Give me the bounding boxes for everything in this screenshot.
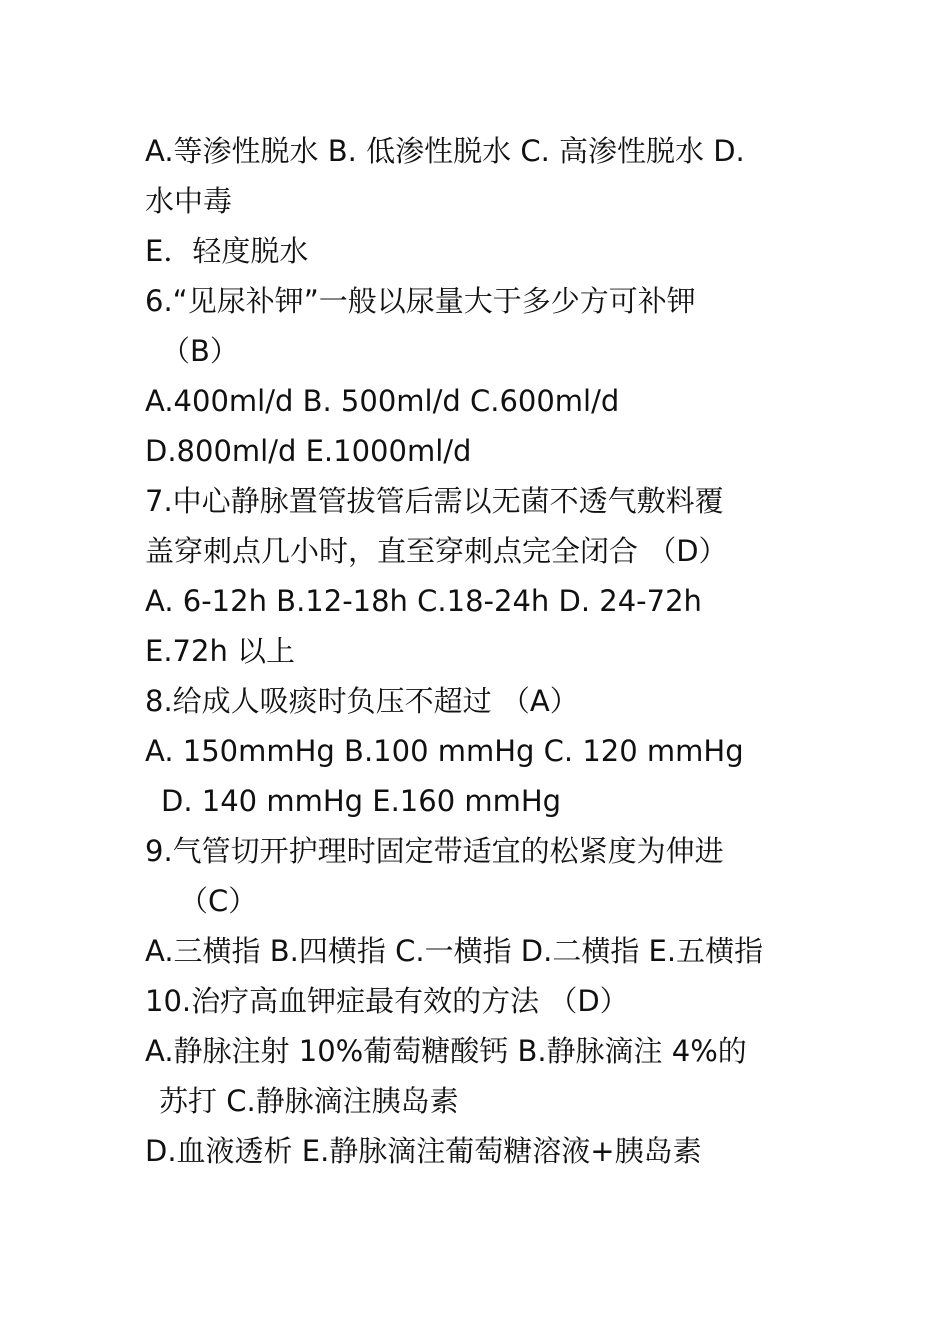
document-body [145, 126, 825, 1176]
answer-9: （C） [179, 884, 258, 918]
question-9: 9.气管切开护理时固定带适宜的松紧度为伸进 [145, 834, 724, 868]
option-line-q10-b-c: 苏打 C.静脉滴注胰岛素 [159, 1084, 459, 1118]
option-line-q8-d-e: D. 140 mmHg E.160 mmHg [161, 784, 562, 818]
question-10: 10.治疗高血钾症最有效的方法 （D） [145, 984, 629, 1018]
option-line-q8-a-c: A. 150mmHg B.100 mmHg C. 120 mmHg [145, 734, 744, 768]
question-7: 7.中心静脉置管拔管后需以无菌不透气敷料覆 [145, 484, 724, 518]
option-line-q9-a-e: A.三横指 B.四横指 C.一横指 D.二横指 E.五横指 [145, 934, 764, 968]
option-line-q10-a-b: A.静脉注射 10%葡萄糖酸钙 B.静脉滴注 4%的 [145, 1034, 747, 1068]
option-line-q5-d-cont: 水中毒 [145, 184, 233, 218]
question-6: 6.“见尿补钾”一般以尿量大于多少方可补钾 [145, 284, 696, 318]
question-7-cont: 盖穿刺点几小时，直至穿刺点完全闭合 （D） [145, 534, 728, 568]
answer-6: （B） [161, 334, 239, 368]
option-line-q6-a-c: A.400ml/d B. 500ml/d C.600ml/d [145, 384, 620, 418]
option-line-q10-d-e: D.血液透析 E.静脉滴注葡萄糖溶液+胰岛素 [145, 1134, 702, 1168]
option-line-q5-e: E．轻度脱水 [145, 234, 309, 268]
question-8: 8.给成人吸痰时负压不超过 （A） [145, 684, 579, 718]
option-line-q7-e: E.72h 以上 [145, 634, 296, 668]
option-line-q6-d-e: D.800ml/d E.1000ml/d [145, 434, 472, 468]
option-line-q7-a-d: A. 6-12h B.12-18h C.18-24h D. 24-72h [145, 584, 702, 618]
option-line-q5-a-d: A.等渗性脱水 B. 低渗性脱水 C. 高渗性脱水 D. [145, 134, 745, 168]
